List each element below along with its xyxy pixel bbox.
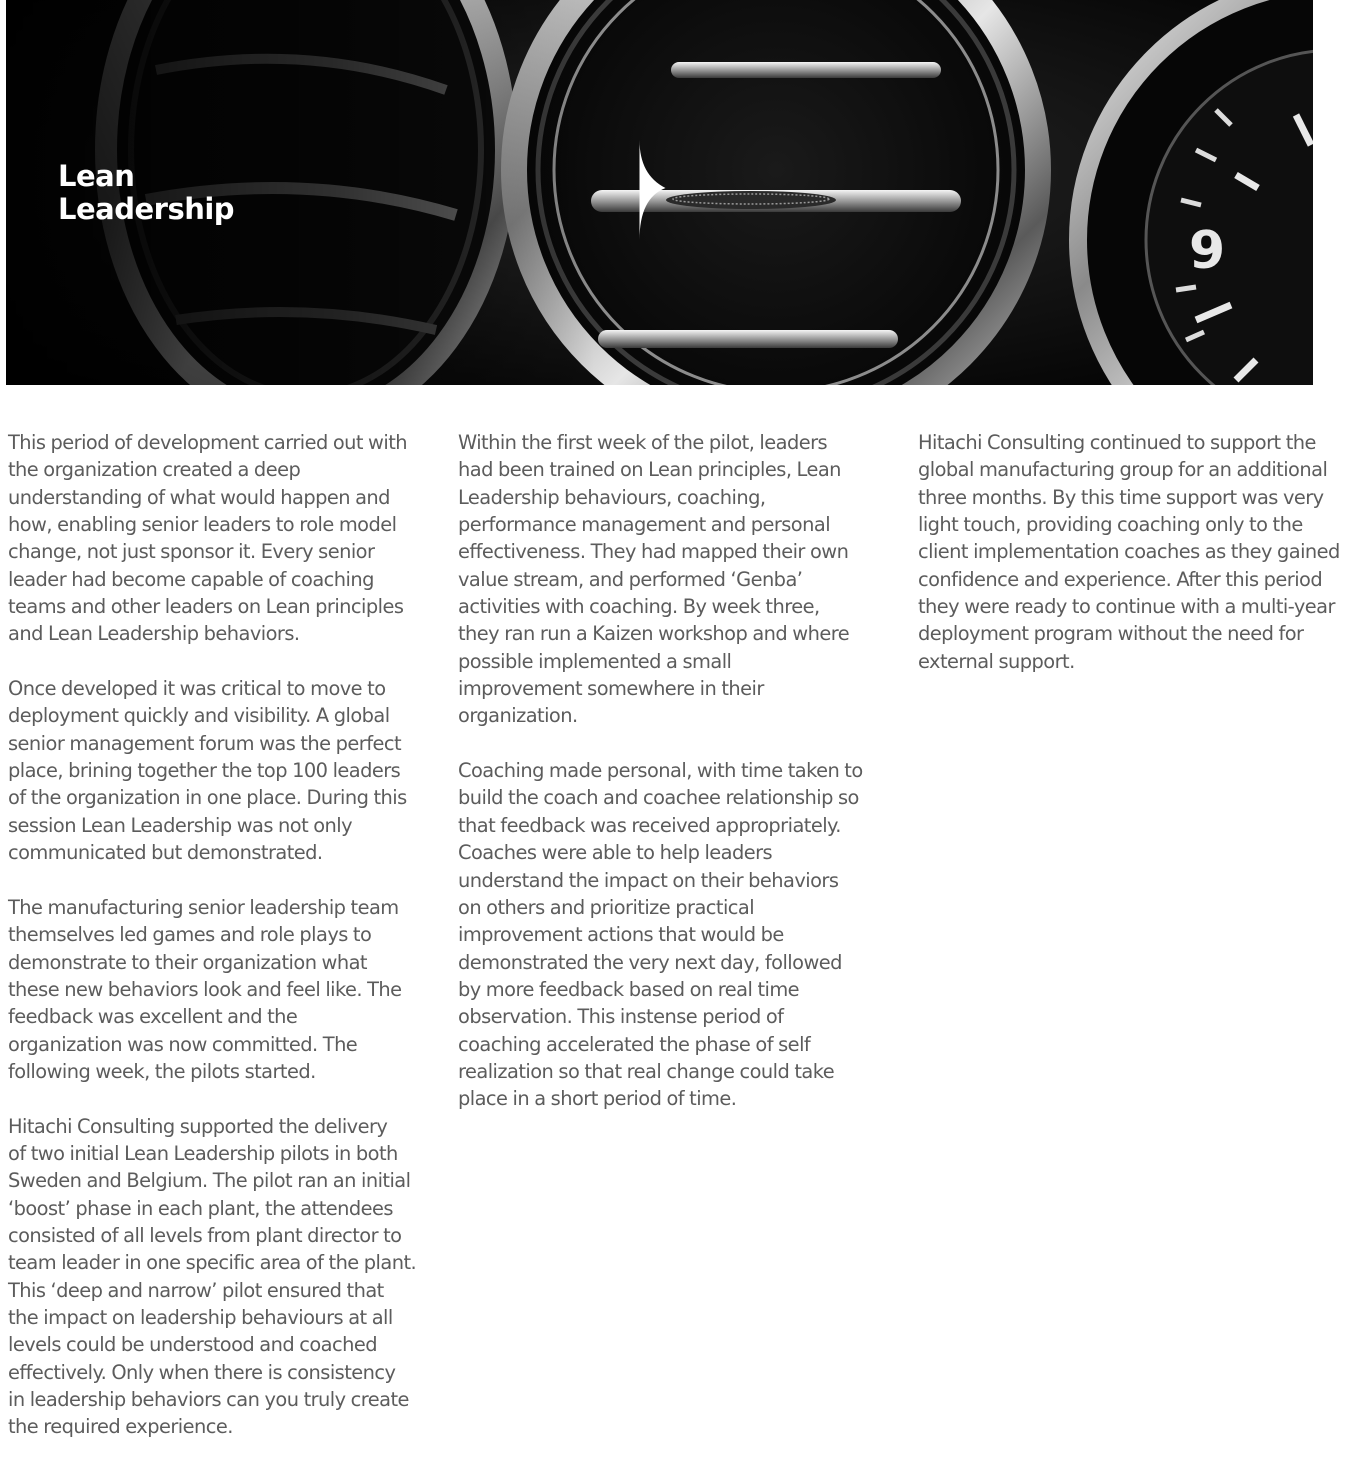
text-column-3 <box>918 429 1358 702</box>
paragraph: This period of development carried out with the organization created a deep understanding of what would happen and how, enabling senior leaders to role model change, not just sponsor it. Every senior leader had become capable of coaching teams and other leaders on Lean principles and Lean Leadership behaviors. <box>8 431 407 646</box>
paragraph: Coaching made personal, with time taken to build the coach and coachee relationship so that feedback was received appropriately. Coaches were able to help leaders understand the impact on their behaviors on others and prioritize practical improvement actions that would be demonstrated the very next day, followed by more feedback based on real time observation. This instense period of coaching accelerated the phase of self realization so that real change could take place in a short period of time. <box>458 759 863 1111</box>
paragraph: Within the first week of the pilot, leaders had been trained on Lean principles, Lean Leadership behaviours, coaching, performance management and personal effectiveness. They had mapped their own value stream, and performed ‘Genba’ activities with coaching. By week three, they ran run a Kaizen workshop and where possible implemented a small improvement somewhere in their organization. <box>458 431 850 728</box>
page-title-line-1: Lean <box>58 159 135 193</box>
paragraph: Once developed it was critical to move to deployment quickly and visibility. A global senior management forum was the perfect place, brining together the top 100 leaders of the organization in one place. During this session Lean Leadership was not only communicated but demonstrated. <box>8 677 407 865</box>
paragraph: Hitachi Consulting continued to support the global manufacturing group for an additional three months. By this time support was very light touch, providing coaching only to the client implementation coaches as they gained confidence and experience. After this period they were ready to continue with a multi-year deployment program without the need for external support. <box>918 431 1340 673</box>
page-title-line-2: Leadership <box>58 192 235 226</box>
page-title <box>58 160 234 226</box>
paragraph: The manufacturing senior leadership team themselves led games and role plays to demonstrate to their organization what these new behaviors look and feel like. The feedback was excellent and the organization was now committed. The following week, the pilots started. <box>8 895 402 1083</box>
text-column-2 <box>458 429 878 1140</box>
hero-banner <box>6 0 1313 385</box>
text-column-1 <box>8 429 428 1468</box>
paragraph: Hitachi Consulting supported the delivery of two initial Lean Leadership pilots in both Sweden and Belgium. The pilot ran an initial ‘boost’ phase in each plant, the attendees consisted of all levels from plant director to team leader in one specific area of the plant. This ‘deep and narrow’ pilot ensured that the impact on leadership behaviours at all levels could be understood and coached effectively. Only when there is consistency in leadership behaviors can you truly create the required experience. <box>8 1114 417 1439</box>
